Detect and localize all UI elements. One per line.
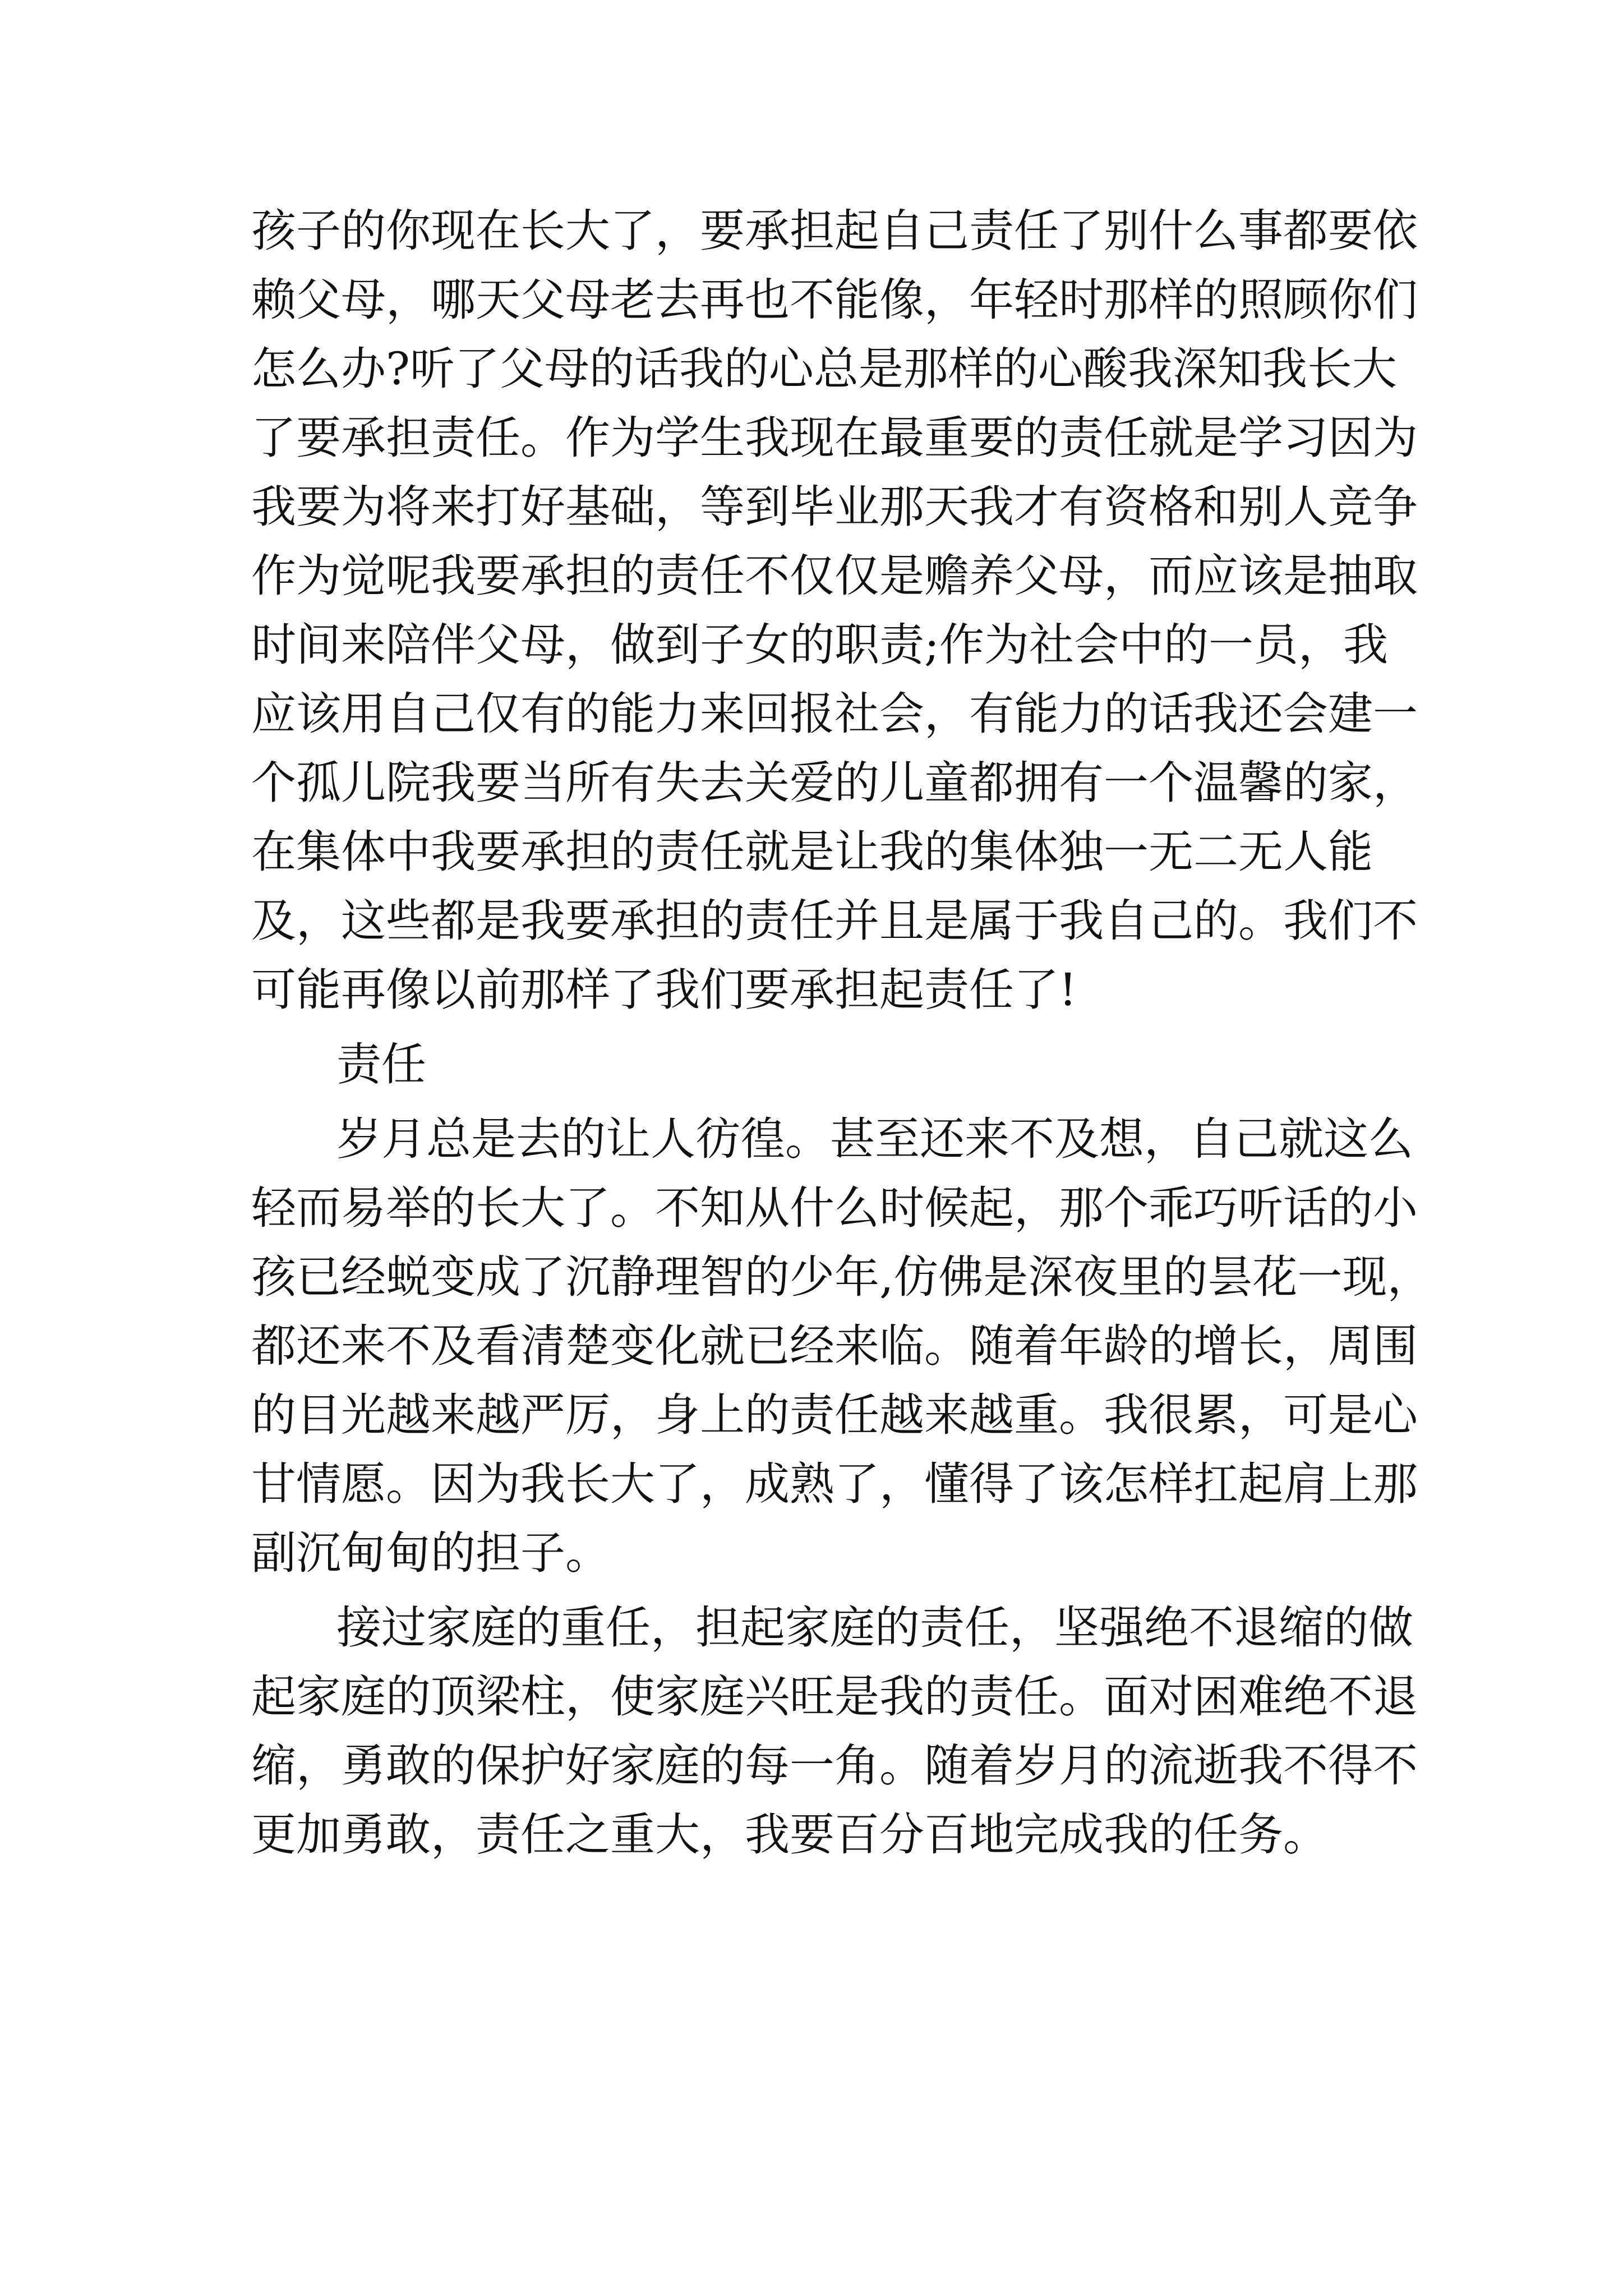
text-line: 怎么办?听了父母的话我的心总是那样的心酸我深知我长大 bbox=[251, 343, 1397, 395]
paragraph-3 bbox=[251, 1593, 1421, 1869]
text-line: 岁月总是去的让人彷徨。甚至还来不及想，自己就这么 bbox=[336, 1113, 1413, 1165]
text-line: 孩已经蜕变成了沉静理智的少年,仿佛是深夜里的昙花一现， bbox=[251, 1251, 1432, 1303]
text-line: 孩子的你现在长大了，要承担起自己责任了别什么事都要依 bbox=[251, 205, 1418, 257]
text-line: 我要为将来打好基础，等到毕业那天我才有资格和别人竞争 bbox=[251, 481, 1418, 533]
text-line: 应该用自己仅有的能力来回报社会，有能力的话我还会建一 bbox=[251, 688, 1418, 740]
text-line: 副沉甸甸的担子。 bbox=[251, 1527, 610, 1579]
text-line: 个孤儿院我要当所有失去关爱的儿童都拥有一个温馨的家， bbox=[251, 757, 1418, 809]
text-line: 更加勇敢，责任之重大，我要百分百地完成我的任务。 bbox=[251, 1809, 1328, 1861]
text-line: 都还来不及看清楚变化就已经来临。随着年龄的增长，周围 bbox=[251, 1320, 1418, 1372]
text-line: 的目光越来越严厉，身上的责任越来越重。我很累，可是心 bbox=[251, 1389, 1418, 1441]
text-line: 及，这些都是我要承担的责任并且是属于我自己的。我们不 bbox=[251, 895, 1418, 947]
text-line: 甘情愿。因为我长大了，成熟了，懂得了该怎样扛起肩上那 bbox=[251, 1458, 1418, 1510]
document-body bbox=[251, 196, 1432, 1869]
text-line: 在集体中我要承担的责任就是让我的集体独一无二无人能 bbox=[251, 826, 1373, 878]
text-line: 接过家庭的重任，担起家庭的责任，坚强绝不退缩的做 bbox=[336, 1602, 1413, 1654]
section-heading: 责任 bbox=[336, 1038, 426, 1091]
text-line: 了要承担责任。作为学生我现在最重要的责任就是学习因为 bbox=[251, 412, 1418, 464]
text-line: 可能再像以前那样了我们要承担起责任了! bbox=[251, 964, 1077, 1016]
paragraph-2 bbox=[251, 1105, 1432, 1588]
text-line: 时间来陪伴父母，做到子女的职责;作为社会中的一员，我 bbox=[251, 619, 1388, 671]
text-line: 作为觉呢我要承担的责任不仅仅是赡养父母，而应该是抽取 bbox=[251, 550, 1418, 602]
text-line: 赖父母，哪天父母老去再也不能像，年轻时那样的照顾你们 bbox=[251, 274, 1418, 326]
text-line: 缩，勇敢的保护好家庭的每一角。随着岁月的流逝我不得不 bbox=[251, 1740, 1418, 1792]
text-line: 轻而易举的长大了。不知从什么时候起，那个乖巧听话的小 bbox=[251, 1182, 1418, 1234]
text-line: 起家庭的顶梁柱，使家庭兴旺是我的责任。面对困难绝不退 bbox=[251, 1671, 1418, 1723]
paragraph-1 bbox=[251, 196, 1421, 1024]
